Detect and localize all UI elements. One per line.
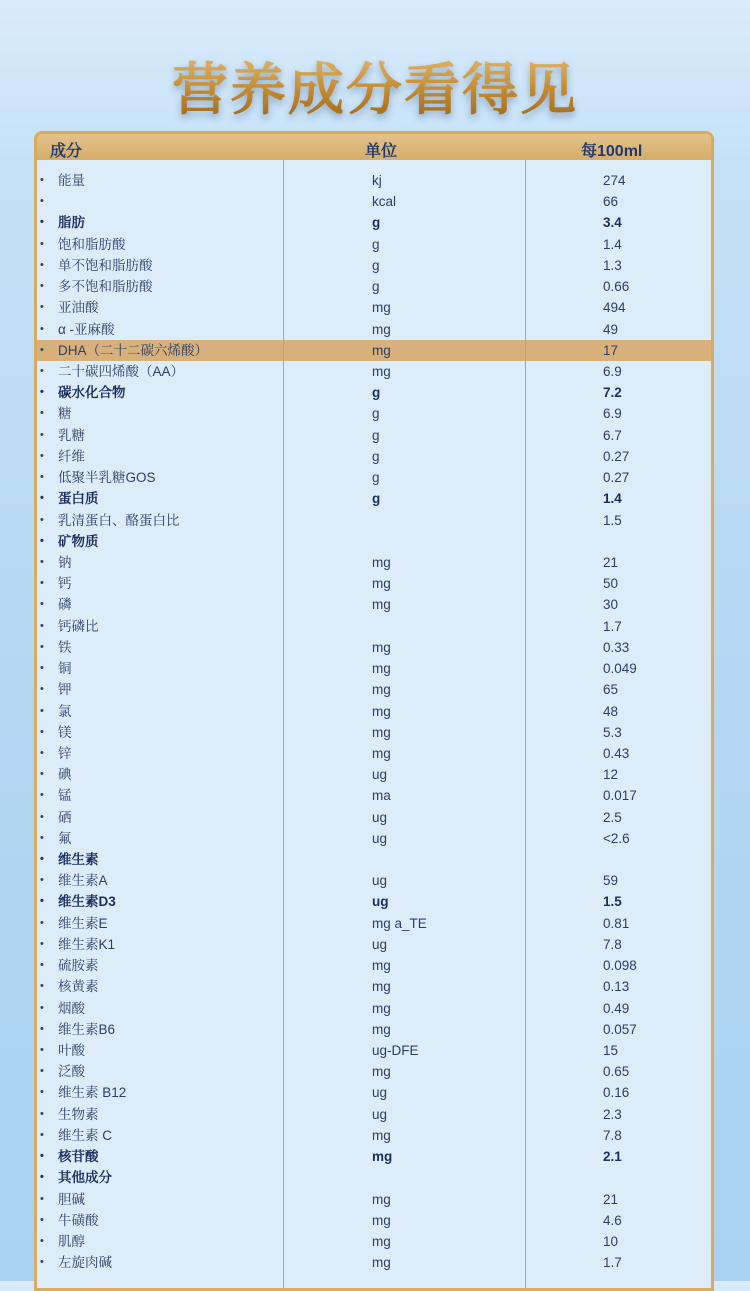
row-name: 维生素A [58, 873, 108, 889]
table-row [37, 488, 711, 509]
bullet-icon: • [40, 704, 44, 717]
table-row [37, 637, 711, 658]
table-row [37, 552, 711, 573]
table-row [37, 743, 711, 764]
bullet-icon: • [40, 1022, 44, 1035]
row-value: 12 [603, 767, 619, 783]
row-value: 7.8 [603, 936, 622, 952]
row-value: 2.1 [603, 1149, 622, 1165]
table-row [37, 510, 711, 531]
bullet-icon: • [40, 640, 44, 653]
row-value: 0.049 [603, 661, 637, 677]
row-name: 低聚半乳糖GOS [58, 470, 156, 486]
row-value: 0.098 [603, 958, 637, 974]
row-unit: mg [372, 1064, 391, 1080]
table-row [37, 1104, 711, 1125]
row-value: 0.81 [603, 915, 630, 931]
bullet-icon: • [40, 662, 44, 675]
row-value: 1.5 [603, 512, 622, 528]
table-row [37, 191, 711, 212]
header-name: 成分 [50, 143, 83, 160]
row-value: 1.7 [603, 618, 622, 634]
bullet-icon: • [40, 1150, 44, 1163]
row-unit: g [372, 470, 380, 486]
table-row [37, 1210, 711, 1231]
bullet-icon: • [40, 853, 44, 866]
row-name: 叶酸 [58, 1043, 85, 1059]
row-unit: g [372, 385, 381, 401]
row-name: 维生素 [58, 852, 99, 868]
bullet-icon: • [40, 555, 44, 568]
row-name: 左旋肉碱 [58, 1255, 112, 1271]
column-divider [525, 160, 526, 1288]
table-header [37, 134, 711, 160]
row-unit: mg [372, 1212, 391, 1228]
bullet-icon: • [40, 980, 44, 993]
bullet-icon: • [40, 534, 44, 547]
row-unit: ug [372, 809, 388, 825]
row-value: 7.2 [603, 385, 622, 401]
row-value: 1.5 [603, 894, 622, 910]
row-unit: mg [372, 745, 391, 761]
row-unit: mg [372, 1191, 391, 1207]
table-row [37, 170, 711, 191]
row-unit: g [372, 279, 380, 295]
row-name: 维生素E [58, 915, 108, 931]
row-unit: ug [372, 767, 388, 783]
table-row [37, 382, 711, 403]
table-row [37, 913, 711, 934]
row-unit: mg [372, 682, 391, 698]
row-value: 274 [603, 173, 626, 188]
row-value: 6.9 [603, 406, 622, 422]
table-row [37, 1040, 711, 1061]
row-unit: mg [372, 1255, 391, 1271]
row-value: 15 [603, 1043, 619, 1059]
bullet-icon: • [40, 1213, 44, 1226]
row-unit: ug [372, 936, 388, 952]
row-unit: kcal [372, 194, 397, 210]
row-name: 蛋白质 [58, 491, 99, 507]
table-row [37, 425, 711, 446]
bullet-icon: • [40, 1128, 44, 1141]
row-name: 牛磺酸 [58, 1212, 99, 1228]
row-unit: ug [372, 830, 388, 846]
bullet-icon: • [40, 513, 44, 526]
row-name: α -亚麻酸 [58, 321, 115, 337]
row-value: 5.3 [603, 724, 622, 740]
row-name: 烟酸 [58, 1000, 85, 1016]
table-row [37, 934, 711, 955]
row-value: 0.33 [603, 639, 630, 655]
table-row [37, 255, 711, 276]
row-unit: mg [372, 979, 391, 995]
row-name: DHA（二十二碳六烯酸） [58, 342, 209, 358]
row-name: 钙磷比 [58, 618, 99, 634]
row-unit: mg [372, 300, 391, 316]
table-row [37, 594, 711, 615]
row-value: 0.16 [603, 1085, 630, 1101]
header-per-100ml: 每100ml [581, 143, 643, 160]
bullet-icon: • [40, 280, 44, 293]
row-unit: mg [372, 703, 391, 719]
bullet-icon: • [40, 1192, 44, 1205]
bullet-icon: • [40, 258, 44, 271]
row-name: 钙 [58, 576, 72, 592]
row-value: 2.5 [603, 809, 622, 825]
bullet-icon: • [40, 301, 44, 314]
row-name: 维生素K1 [58, 936, 116, 952]
table-row [37, 998, 711, 1019]
row-name: 锌 [58, 745, 72, 761]
bullet-icon: • [40, 322, 44, 335]
bullet-icon: • [40, 577, 44, 590]
row-value: 17 [603, 342, 619, 358]
row-unit: ug [372, 894, 389, 910]
row-unit: mg [372, 1021, 391, 1037]
bullet-icon: • [40, 174, 44, 186]
table-row [37, 1019, 711, 1040]
table-row [37, 276, 711, 297]
bullet-icon: • [40, 1235, 44, 1247]
bullet-icon: • [40, 725, 44, 738]
bullet-icon: • [40, 916, 44, 929]
table-row [37, 1252, 711, 1273]
bullet-icon: • [40, 895, 44, 908]
table-row [37, 1231, 711, 1252]
bullet-icon: • [40, 1044, 44, 1057]
bullet-icon: • [40, 449, 44, 462]
row-unit: mg [372, 597, 391, 613]
table-row [37, 1189, 711, 1210]
table-row [37, 467, 711, 488]
row-value: 66 [603, 194, 619, 210]
row-unit: g [372, 236, 380, 252]
bullet-icon: • [40, 343, 44, 356]
row-value: <2.6 [603, 830, 630, 846]
row-unit: g [372, 406, 380, 422]
bullet-icon: • [40, 428, 44, 441]
row-value: 2.3 [603, 1106, 622, 1122]
row-name: 泛酸 [58, 1064, 85, 1080]
row-unit: ug-DFE [372, 1043, 419, 1059]
column-divider [283, 160, 284, 1288]
row-name: 钠 [58, 554, 72, 570]
row-name: 铁 [58, 639, 72, 655]
row-name: 氟 [58, 830, 72, 846]
row-value: 59 [603, 873, 619, 889]
row-value: 6.9 [603, 363, 622, 379]
row-name: 镁 [58, 724, 72, 740]
bullet-icon: • [40, 598, 44, 611]
row-unit: mg [372, 1127, 391, 1143]
row-name: 脂肪 [58, 215, 85, 231]
table-row [37, 319, 711, 340]
row-name: 维生素 B12 [58, 1085, 127, 1101]
row-name: 肌醇 [58, 1234, 85, 1249]
bullet-icon: • [40, 619, 44, 632]
row-name: 能量 [58, 173, 85, 188]
table-row [37, 976, 711, 997]
row-value: 30 [603, 597, 619, 613]
table-row [37, 722, 711, 743]
table-row [37, 446, 711, 467]
row-value: 0.66 [603, 279, 630, 295]
table-row [37, 403, 711, 424]
bullet-icon: • [40, 683, 44, 696]
row-name: 碳水化合物 [58, 385, 126, 401]
table-row [37, 701, 711, 722]
row-value: 494 [603, 300, 626, 316]
header-unit: 单位 [365, 143, 398, 160]
table-row [37, 1125, 711, 1146]
row-unit: mg [372, 363, 391, 379]
bullet-icon: • [40, 746, 44, 759]
table-row [37, 764, 711, 785]
row-name: 硒 [58, 809, 72, 825]
bullet-icon: • [40, 216, 44, 229]
nutrition-table [34, 131, 714, 1291]
row-unit: ug [372, 1085, 388, 1101]
row-value: 21 [603, 554, 619, 570]
row-name: 糖 [58, 406, 72, 422]
row-name: 亚油酸 [58, 300, 99, 316]
bullet-icon: • [40, 471, 44, 484]
row-value: 0.017 [603, 788, 637, 804]
row-unit: mg [372, 639, 391, 655]
row-value: 48 [603, 703, 619, 719]
row-unit: mg [372, 1149, 393, 1165]
table-row [37, 1146, 711, 1167]
row-value: 0.49 [603, 1000, 630, 1016]
row-name: 单不饱和脂肪酸 [58, 257, 153, 273]
row-name: 核黄素 [58, 979, 99, 995]
table-row [37, 828, 711, 849]
bullet-icon: • [40, 831, 44, 844]
bullet-icon: • [40, 492, 44, 505]
row-value: 1.4 [603, 491, 622, 507]
row-unit: mg a_TE [372, 915, 427, 931]
row-value: 0.43 [603, 745, 630, 761]
row-value: 0.65 [603, 1064, 630, 1080]
table-row [37, 891, 711, 912]
row-value: 21 [603, 1191, 619, 1207]
row-unit: g [372, 448, 380, 464]
bullet-icon: • [40, 195, 44, 208]
bullet-icon: • [40, 1001, 44, 1014]
table-row [37, 1061, 711, 1082]
row-unit: mg [372, 1234, 391, 1249]
table-row [37, 212, 711, 233]
row-name: 氯 [58, 703, 72, 719]
row-value: 0.27 [603, 470, 630, 486]
row-value: 7.8 [603, 1127, 622, 1143]
row-name: 乳清蛋白、酪蛋白比 [58, 512, 180, 528]
row-name: 钾 [58, 682, 72, 698]
row-name: 锰 [58, 788, 72, 804]
row-name: 饱和脂肪酸 [58, 236, 126, 252]
row-name: 维生素 C [58, 1127, 112, 1143]
row-name: 纤维 [58, 448, 85, 464]
row-unit: g [372, 215, 381, 231]
table-row [37, 955, 711, 976]
row-name: 二十碳四烯酸（AA） [58, 363, 185, 379]
row-value: 0.057 [603, 1021, 637, 1037]
row-unit: mg [372, 724, 391, 740]
bullet-icon: • [40, 407, 44, 420]
row-unit: ug [372, 1106, 388, 1122]
bullet-icon: • [40, 1065, 44, 1078]
row-name: 维生素B6 [58, 1021, 116, 1037]
row-unit: g [372, 427, 380, 443]
bullet-icon: • [40, 1256, 44, 1269]
row-name: 多不饱和脂肪酸 [58, 279, 153, 295]
row-name: 维生素D3 [58, 894, 116, 910]
row-value: 49 [603, 321, 619, 337]
row-unit: mg [372, 661, 391, 677]
bullet-icon: • [40, 810, 44, 823]
row-unit: mg [372, 958, 391, 974]
row-unit: g [372, 257, 380, 273]
row-value: 10 [603, 1234, 619, 1249]
row-unit: ma [372, 788, 391, 804]
row-name: 硫胺素 [58, 958, 99, 974]
bullet-icon: • [40, 386, 44, 399]
table-row [37, 297, 711, 318]
row-value: 6.7 [603, 427, 622, 443]
row-value: 3.4 [603, 215, 622, 231]
row-name: 铜 [58, 661, 72, 677]
row-name: 矿物质 [58, 533, 99, 549]
bullet-icon: • [40, 768, 44, 781]
row-name: 核苷酸 [58, 1149, 99, 1165]
table-row [37, 234, 711, 255]
bullet-icon: • [40, 1086, 44, 1099]
table-row [37, 849, 711, 870]
table-row [37, 785, 711, 806]
row-value: 65 [603, 682, 619, 698]
row-unit: mg [372, 342, 391, 358]
row-value: 1.3 [603, 257, 622, 273]
row-name: 磷 [58, 597, 72, 613]
row-unit: mg [372, 554, 391, 570]
row-value: 50 [603, 576, 619, 592]
row-unit: g [372, 491, 381, 507]
row-name: 胆碱 [58, 1191, 85, 1207]
row-value: 1.4 [603, 236, 622, 252]
table-row [37, 870, 711, 891]
row-unit: kj [372, 173, 382, 188]
bullet-icon: • [40, 874, 44, 887]
table-row [37, 616, 711, 637]
bullet-icon: • [40, 1171, 44, 1184]
page-title: 营养成分看得见 [0, 46, 750, 126]
bullet-icon: • [40, 789, 44, 802]
row-value: 0.13 [603, 979, 630, 995]
row-unit: ug [372, 873, 388, 889]
table-row [37, 573, 711, 594]
bullet-icon: • [40, 937, 44, 950]
bullet-icon: • [40, 959, 44, 972]
bullet-icon: • [40, 237, 44, 250]
row-unit: mg [372, 321, 391, 337]
bullet-icon: • [40, 364, 44, 377]
row-name: 碘 [58, 767, 72, 783]
row-unit: mg [372, 1000, 391, 1016]
row-unit: mg [372, 576, 391, 592]
row-name: 乳糖 [58, 427, 85, 443]
row-value: 0.27 [603, 448, 630, 464]
table-row [37, 361, 711, 382]
table-row [37, 807, 711, 828]
bullet-icon: • [40, 1107, 44, 1120]
table-row [37, 1167, 711, 1188]
table-row [37, 340, 711, 361]
row-value: 4.6 [603, 1212, 622, 1228]
table-row [37, 1082, 711, 1103]
row-name: 其他成分 [58, 1170, 112, 1186]
table-row [37, 531, 711, 552]
table-row [37, 679, 711, 700]
table-row [37, 658, 711, 679]
row-value: 1.7 [603, 1255, 622, 1271]
row-name: 生物素 [58, 1106, 99, 1122]
